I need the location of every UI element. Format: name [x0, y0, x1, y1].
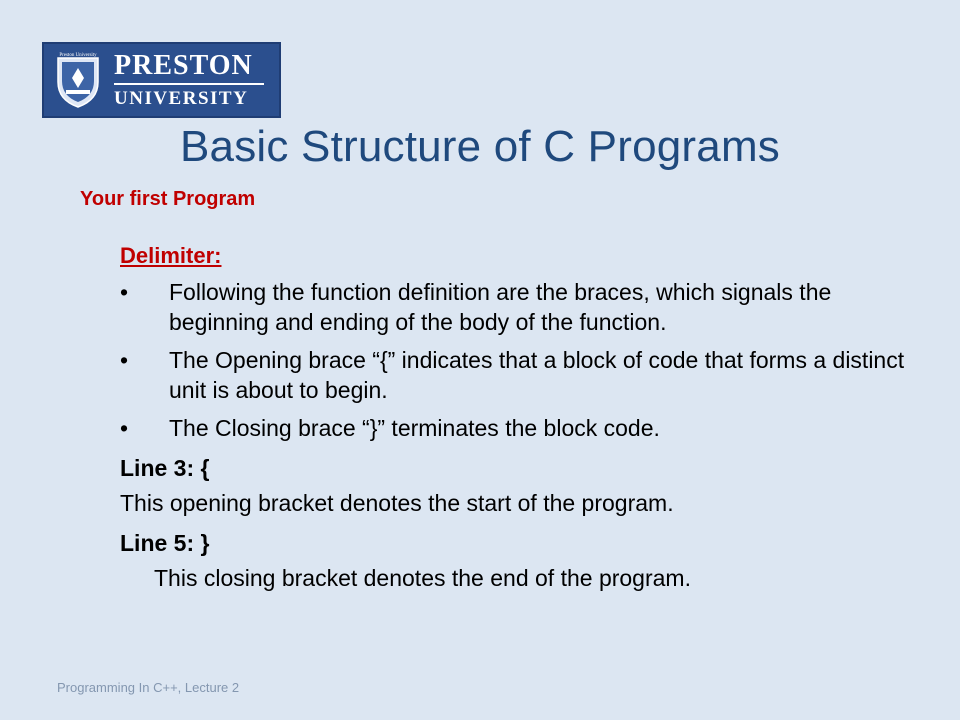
- logo-divider: [114, 83, 264, 85]
- bullet-text: Following the function definition are the braces, which signals the beginning and ending of the body of the function.: [169, 279, 832, 335]
- line-description: This closing bracket denotes the end of the program.: [154, 565, 691, 591]
- bullet-item: [120, 413, 920, 443]
- slide-footer: Programming In C++, Lecture 2: [57, 680, 240, 695]
- line-label: Line 3: {: [120, 455, 210, 481]
- logo-line1: PRESTON: [114, 49, 253, 81]
- line-label: Line 5: }: [120, 530, 210, 556]
- crest-icon: [52, 50, 104, 110]
- section-heading: Delimiter:: [120, 243, 222, 268]
- slide-title: Basic Structure of C Programs: [180, 122, 780, 171]
- bullet-icon: •: [120, 347, 129, 373]
- bullet-item: [120, 345, 920, 405]
- bullet-item: [120, 277, 920, 337]
- bullet-icon: •: [120, 415, 129, 441]
- university-logo: [42, 42, 281, 118]
- line-description: This opening bracket denotes the start of the program.: [120, 490, 674, 516]
- bullet-text: The Closing brace “}” terminates the block code.: [169, 415, 660, 441]
- bullet-icon: •: [120, 279, 129, 305]
- bullet-list: [120, 277, 920, 443]
- logo-line2: UNIVERSITY: [114, 87, 249, 109]
- slide-subtitle: Your first Program: [80, 188, 256, 210]
- logo-text: [114, 51, 264, 110]
- slide-content: [120, 243, 920, 593]
- crest-caption: Preston University: [59, 53, 97, 58]
- bullet-text: The Opening brace “{” indicates that a block of code that forms a distinct unit is about to begin.: [169, 347, 905, 403]
